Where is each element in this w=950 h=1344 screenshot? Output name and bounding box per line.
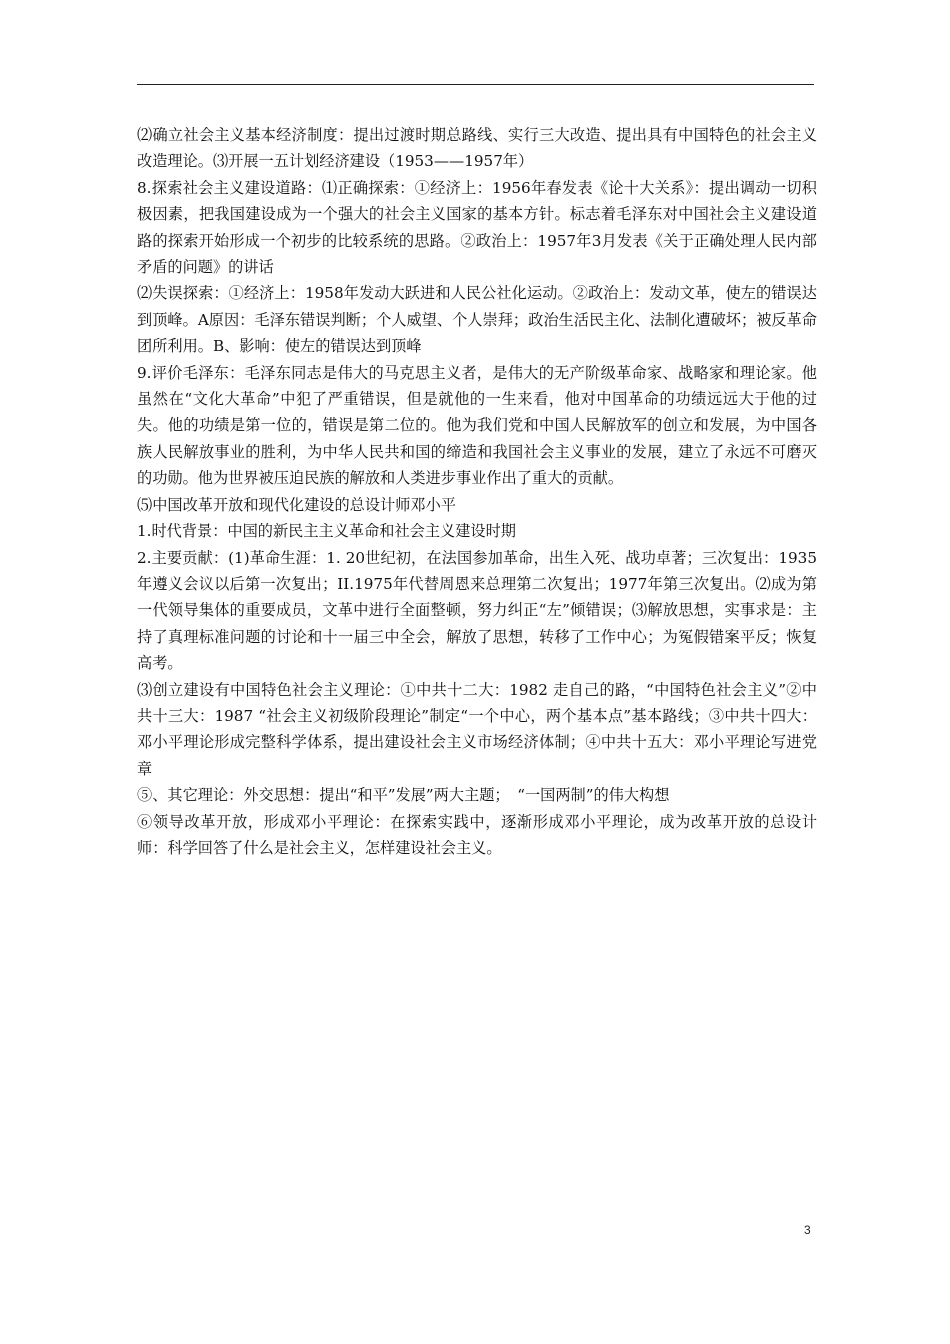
document-body — [137, 122, 817, 861]
paragraph-main-contributions: 2.主要贡献：(1)革命生涯：1. 20世纪初，在法国参加革命，出生入死、战功卓著；三次复出：1935年遵义会议以后第一次复出；II.1975年代替周恩来总理第二次复出；1977年第三次复出。⑵成为第一代领导集体的重要成员，文革中进行全面整顿，努力纠正“左”倾错误；⑶解放思想，实事求是：主持了真理标准问题的讨论和十一届三中全会，解放了思想，转移了工作中心；为冤假错案平反；恢复高考。 — [137, 548, 817, 673]
paragraph-background: 1.时代背景：中国的新民主主义革命和社会主义建设时期 — [137, 522, 516, 541]
paragraph-socialist-exploration: 8.探索社会主义建设道路：⑴正确探索：①经济上：1956年春发表《论十大关系》：提出调动一切积极因素，把我国建设成为一个强大的社会主义国家的基本方针。标志着毛泽东对中国社会主义建设道路的探索开始形成一个初步的比较系统的思路。②政治上：1957年3月发表《关于正确处理人民内部矛盾的问题》的讲话 — [137, 178, 817, 277]
header-rule — [137, 84, 814, 85]
paragraph-mistaken-exploration: ⑵失误探索：①经济上：1958年发动大跃进和人民公社化运动。②政治上：发动文革，使左的错误达到顶峰。A原因：毛泽东错误判断；个人威望、个人崇拜；政治生活民主化、法制化遭破坏；被反革命团所利用。B、影响：使左的错误达到顶峰 — [137, 284, 817, 356]
paragraph-other-theories: ⑤、其它理论：外交思想：提出“和平”发展”两大主题； “一国两制”的伟大构想 — [137, 786, 670, 805]
paragraph-economic-system: ⑵确立社会主义基本经济制度：提出过渡时期总路线、实行三大改造、提出具有中国特色的社会主义改造理论。⑶开展一五计划经济建设（1953——1957年） — [137, 126, 817, 171]
paragraph-deng-heading: ⑸中国改革开放和现代化建设的总设计师邓小平 — [137, 495, 456, 514]
page-number: 3 — [804, 1223, 811, 1237]
paragraph-socialism-theory: ⑶创立建设有中国特色社会主义理论：①中共十二大：1982 走自己的路，“中国特色社会主义”②中共十三大：1987 “社会主义初级阶段理论”制定“一个中心，两个基本点”基本路线；③中共十四大：邓小平理论形成完整科学体系，提出建设社会主义市场经济体制；④中共十五大：邓小平理论写进党章 — [137, 680, 817, 778]
paragraph-evaluate-mao: 9.评价毛泽东：毛泽东同志是伟大的马克思主义者，是伟大的无产阶级革命家、战略家和理论家。他虽然在“文化大革命”中犯了严重错误，但是就他的一生来看，他对中国革命的功绩远远大于他的过失。他的功绩是第一位的，错误是第二位的。他为我们党和中国人民解放军的创立和发展，为中国各族人民解放事业的胜利，为中华人民共和国的缔造和我国社会主义事业的发展，建立了永远不可磨灭的功勋。他为世界被压迫民族的解放和人类进步事业作出了重大的贡献。 — [137, 363, 817, 488]
paragraph-reform-opening: ⑥领导改革开放，形成邓小平理论：在探索实践中，逐渐形成邓小平理论，成为改革开放的总设计师：科学回答了什么是社会主义，怎样建设社会主义。 — [137, 812, 817, 857]
